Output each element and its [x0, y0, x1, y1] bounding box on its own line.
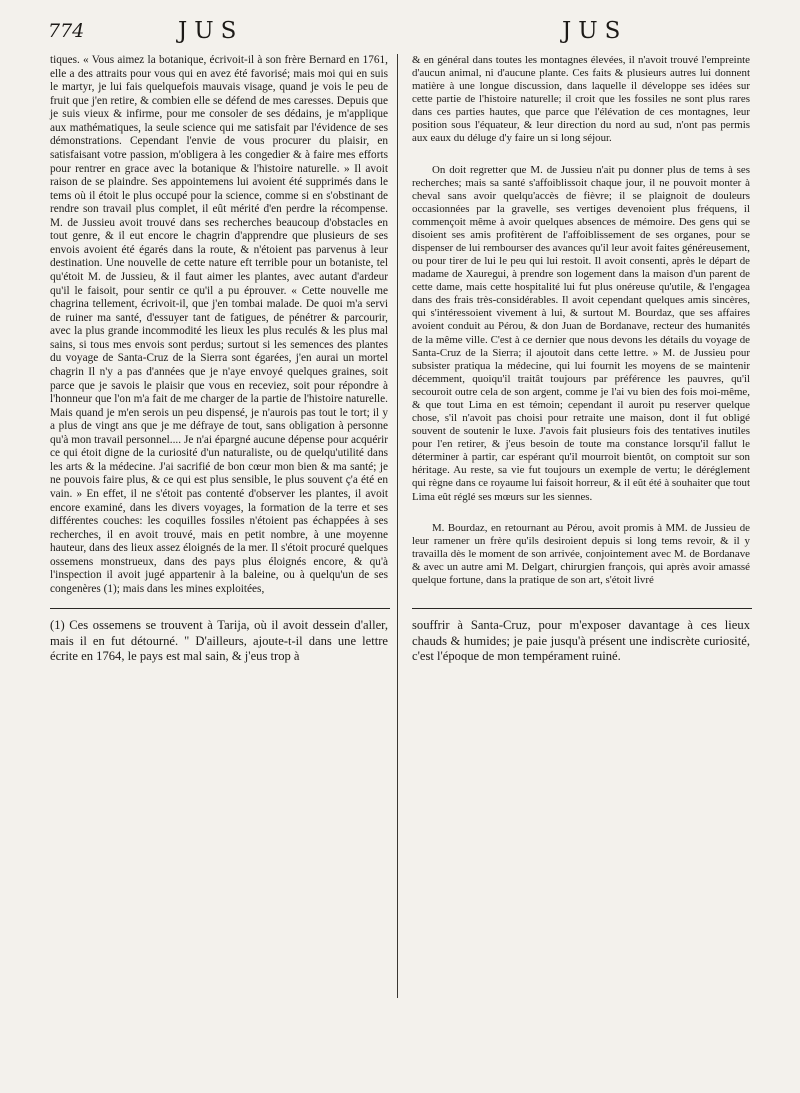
right-column — [412, 54, 750, 587]
footnote-right: souffrir à Santa-Cruz, pour m'exposer davantage à ces lieux chauds & humides; je paie jusqu'à présent une indiscrète curiosité, c'est l'époque de mon tempérament ruiné. — [412, 618, 750, 663]
right-paragraph-2: On doit regretter que M. de Jussieu n'ait pu donner plus de tems à ses recherches; mais sa santé s'affoiblissoit chaque jour, il ne pouvoit monter à cheval sans avoir quelqu'accès de fièvre; il se plaignoit de douleurs occasionnées par la gravelle, ses vertiges devenoient plus fréquens, il commençoit même à avoir quelques absences de mémoire. Des gens qui se disoient ses amis profitèrent de l'affoiblissement de ses organes, pour se dispenser de lui rembourser des avances qu'il leur avoit faites généreusement, ou pour tirer de lui le peu qui lui restoit. Il avoit consenti, après le départ de madame de Xauregui, à prendre son logement dans la maison d'un parent de cette dame, mais cette hospitalité lui fut plus onéreuse qu'utile, & l'engagea dans des frais très-considérables. Il avoit cependant quelques amis sincères, qui s'intéressoient vivement à lui, & surtout M. Bourdaz, que ses affaires avoient conduit au Pérou, & don Juan de Bordanave, recteur des humanités de la même ville. C'est à ce dernier que nous devons les détails du voyage de Santa-Cruz de la Sierra; il ajoutoit dans cette lettre. » M. de Jussieu pour subsister pratiqua la médecine, qui lui fournit les moyens de se maintenir décemment, quoiqu'il traitât toujours par préférence les pauvres, qu'il secouroit outre cela de son argent, comme je l'ai vu bien des fois moi-même, & que tout Lima en est témoin; cependant il auroit pu reserver quelque chose, s'il n'avoit pas choisi pour retraite une maison, dont il fut obligé souvent de soutenir le luxe. J'avois fait plusieurs fois des tentatives inutiles pour l'en retirer, & j'eus besoin de toute ma constance lorsqu'il fallut le déterminer à partir, car espérant qu'il mourroit bientôt, on comptoit sur son héritage. Au reste, sa vie fut toujours un exemple de vertu; le déréglement qui règne dans ce royaume lui faisoit horreur, & il eût été à souhaiter que tout Lima eût réglé ses mœurs sur les siennes. — [412, 163, 750, 503]
running-header — [0, 18, 800, 52]
footnote-rule-right — [412, 608, 752, 609]
paragraph-gap — [412, 146, 750, 164]
paragraph-gap — [412, 504, 750, 522]
right-paragraph-3: M. Bourdaz, en retournant au Pérou, avoit promis à MM. de Jussieu de leur ramener un frère qu'ils desiroient depuis si long tems revoir, & il y travailla dès le moment de son arrivée, conjointement avec M. de Bordanave & avec un autre ami M. Delgart, chirurgien françois, qui après avoir amassé quelque fortune, dans la pratique de son art, s'étoit livré — [412, 521, 750, 586]
footnote-left: (1) Ces ossemens se trouvent à Tarija, où il avoit dessein d'aller, mais il en fut détourné. " D'ailleurs, ajoute-t-il dans une lettre écrite en 1764, le pays est mal sain, & j'eus trop à — [50, 618, 388, 663]
footnote-rule-left — [50, 608, 390, 609]
column-divider — [397, 54, 398, 998]
page-number: 774 — [48, 20, 85, 42]
headword-right: JUS — [562, 18, 628, 44]
headword-left: JUS — [178, 18, 244, 44]
right-paragraph-1: & en général dans toutes les montagnes élevées, il n'avoit trouvé l'empreinte d'aucun animal, ni d'aucune plante. Ces faits & plusieurs autres lui donnent matière à une longue discussion, dans laquelle il développe ses idées sur cette partie de l'histoire naturelle; il croit que les fossiles ne sont plus rares dans ces parties hautes, que parce que l'élévation de ces montagnes, leur position sous l'équateur, & leur direction du nord au sud, n'ont pas permis aux eaux du déluge d'y faire un si long séjour. — [412, 54, 750, 145]
left-column — [50, 54, 388, 597]
left-paragraph-1: tiques. « Vous aimez la botanique, écrivoit-il à son frère Bernard en 1761, elle a des attraits pour vous qui en avez été favorisé; mais moi qui en suis le martyr, je lui fais quelquefois mauvais visage, quand je vois le peu de fruit que j'en retire, & combien elle se défend de mes caresses. Depuis que je suis vieux & infirme, pour me consoler de ses dédains, je m'applique aux mathématiques, la seule science qui me satisfait par l'évidence de ses démonstrations. Cependant l'envie de vous procurer du plaisir, en satisfaisant votre passion, m'obligera à les congedier & à faire mes efforts pour rentrer en grace avec la botanique & l'histoire naturelle. » Il avoit raison de se plaindre. Ses appointemens lui avoient été supprimés dans le tems où il étoit le plus occupé pour la science, comme si en s'obstinant de rendre son travail plus complet, il eût mérité d'en perdre la récompense. M. de Jussieu avoit trouvé dans ses recherches beaucoup d'obstacles en tout genre, & il eut encore le chagrin d'apprendre que plusieurs de ses envois avoient été égarés dans la route, & n'étoient pas parvenus à leur destination. Une nouvelle de cette nature eft terrible pour un botaniste, tel qu'étoit M. de Jussieu, & il faut aimer les plantes, avec autant d'ardeur qu'il le faisoit, pour sentir ce qu'il a pu éprouver. « Cette nouvelle me chagrina tellement, écrivoit-il, que j'en tombai malade. De quoi m'a servi de ruiner ma santé, d'essuyer tant de fatigues, de pénétrer & parcourir, avec la plus grande incommodité les lieux les plus reculés & les plus mal sains, si tous mes envois sont perdus; surtout si les semences des plantes du voyage de Santa-Cruz de la Sierra sont égarées, j'en aurai un mortel chagrin Il n'y a pas d'années que je n'aye envoyé quelques graines, soit parce que je savois le plaisir que vous en receviez, soit pour répondre à l'honneur que l'on m'a fait de me charger de la partie de l'histoire naturelle. Mais quand je m'en serois un peu dispensé, je n'aurois pas tout le tort; il y a plus de vingt ans que je me défraye de tout, sans obligation à personne qu'à mon travail personnel.... Je n'ai épargné aucune dépense pour acquérir ce qui étoit digne de la curiosité d'un naturaliste, ou de quelqu'utilité dans les arts & la médecine. J'ai sacrifié de bon cœur mon bien & ma santé; je ne pouvois faire plus, & ce qui est plus sensible, le plus souvent ç'a été en vain. » En effet, il ne s'étoit pas contenté d'observer les plantes, il avoit encore examiné, dans les divers voyages, la formation de la terre et ses différentes couches: les coquilles fossiles n'étoient pas échappées à ses recherches, il en avoit trouvé, mais en petit nombre, à une moyenne hauteur, dans des lieux assez éloignés de la mer. Il s'étoit procuré quelques ossemens monstrueux, dans des pays plus éloignés encore, & qu'à l'inspection il avoit jugé appartenir à la baleine, ou à quelqu'un de ses congenères (1); mais dans les mines exploitées, — [50, 54, 388, 595]
